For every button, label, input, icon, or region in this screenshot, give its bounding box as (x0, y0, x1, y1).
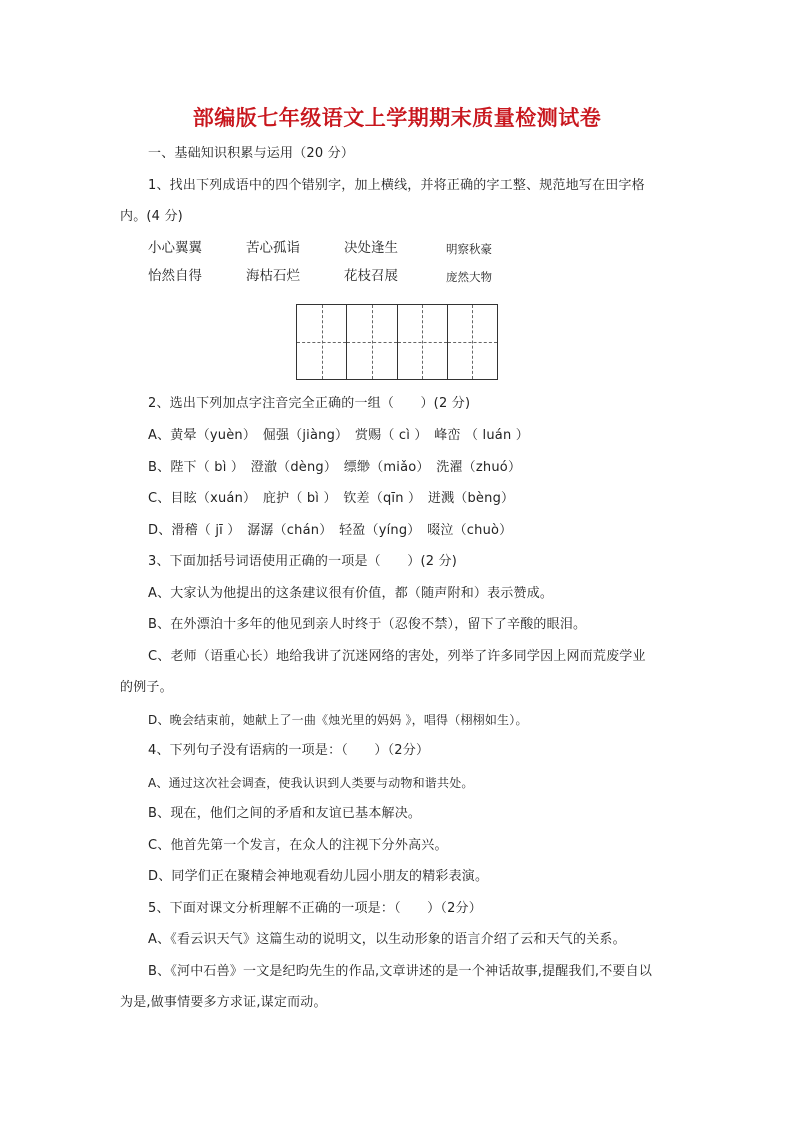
tianzige-cell[interactable] (448, 305, 497, 379)
tianzige-cell[interactable] (297, 305, 347, 379)
question-2-option-d: D、滑稽（ jī ） 潺潺（chán） 轻盈（yíng） 啜泣（chuò） (148, 523, 513, 538)
tianzige-grid[interactable] (296, 304, 498, 380)
question-5-option-b-cont: 为是,做事情要多方求证,谋定而动。 (120, 995, 327, 1010)
question-2-option-a: A、黄晕（yuèn） 倔强（jiàng） 赏赐（ cì ） 峰峦 （ luán ） (148, 428, 529, 443)
question-3-option-a: A、大家认为他提出的这条建议很有价值，都（随声附和）表示赞成。 (148, 586, 554, 601)
idiom-2: 苦心孤诣 (246, 240, 300, 256)
idiom-1: 小心翼翼 (148, 240, 202, 256)
question-5-option-a: A、《看云识天气》这篇生动的说明文，以生动形象的语言介绍了云和天气的关系。 (148, 932, 626, 947)
question-3-option-c-cont: 的例子。 (120, 680, 173, 695)
question-4-stem: 4、下列句子没有语病的一项是：（ ）（2分） (148, 743, 430, 758)
question-4-option-c: C、他首先第一个发言，在众人的注视下分外高兴。 (148, 838, 448, 853)
question-3-option-d: D、晚会结束前，她献上了一曲《烛光里的妈妈 》，唱得（栩栩如生）。 (148, 713, 528, 727)
tianzige-cell[interactable] (398, 305, 448, 379)
idiom-5: 怡然自得 (148, 268, 202, 284)
question-3-option-c: C、老师（语重心长）地给我讲了沉迷网络的害处，列举了许多同学因上网而荒废学业 (148, 649, 646, 664)
section-heading: 一、基础知识积累与运用（20 分） (148, 146, 355, 161)
question-5-stem: 5、下面对课文分析理解不正确的一项是：（ ）（2分） (148, 901, 482, 916)
question-4-option-b: B、现在，他们之间的矛盾和友谊已基本解决。 (148, 806, 422, 821)
page-title: 部编版七年级语文上学期期末质量检测试卷 (192, 105, 602, 130)
idiom-8: 庞然大物 (446, 270, 492, 284)
question-1-stem-cont: 内。(4 分) (120, 209, 183, 224)
question-2-stem: 2、选出下列加点字注音完全正确的一组（ ）(2 分) (148, 396, 471, 411)
question-4-option-d: D、同学们正在聚精会神地观看幼儿园小朋友的精彩表演。 (148, 869, 489, 884)
question-4-option-a: A、通过这次社会调查，使我认识到人类要与动物和谐共处。 (148, 776, 474, 790)
idiom-3: 决处逢生 (344, 240, 398, 256)
tianzige-cell[interactable] (347, 305, 397, 379)
question-5-option-b: B、《河中石兽》一文是纪昀先生的作品,文章讲述的是一个神话故事,提醒我们,不要自以 (148, 964, 653, 979)
question-2-option-b: B、陛下（ bì ） 澄澈（dèng） 缥缈（miǎo） 洗濯（zhuó） (148, 460, 522, 475)
idiom-6: 海枯石烂 (246, 268, 300, 284)
question-2-option-c: C、目眩（xuán） 庇护（ bì ） 钦差（qīn ） 迸溅（bèng） (148, 491, 515, 506)
question-1-stem: 1、找出下列成语中的四个错别字，加上横线，并将正确的字工整、规范地写在田字格 (148, 178, 645, 193)
idiom-4: 明察秋豪 (446, 242, 492, 256)
question-3-stem: 3、下面加括号词语使用正确的一项是（ ）(2 分) (148, 554, 458, 569)
idiom-7: 花枝召展 (344, 268, 398, 284)
question-3-option-b: B、在外漂泊十多年的他见到亲人时终于（忍俊不禁），留下了辛酸的眼泪。 (148, 617, 587, 632)
